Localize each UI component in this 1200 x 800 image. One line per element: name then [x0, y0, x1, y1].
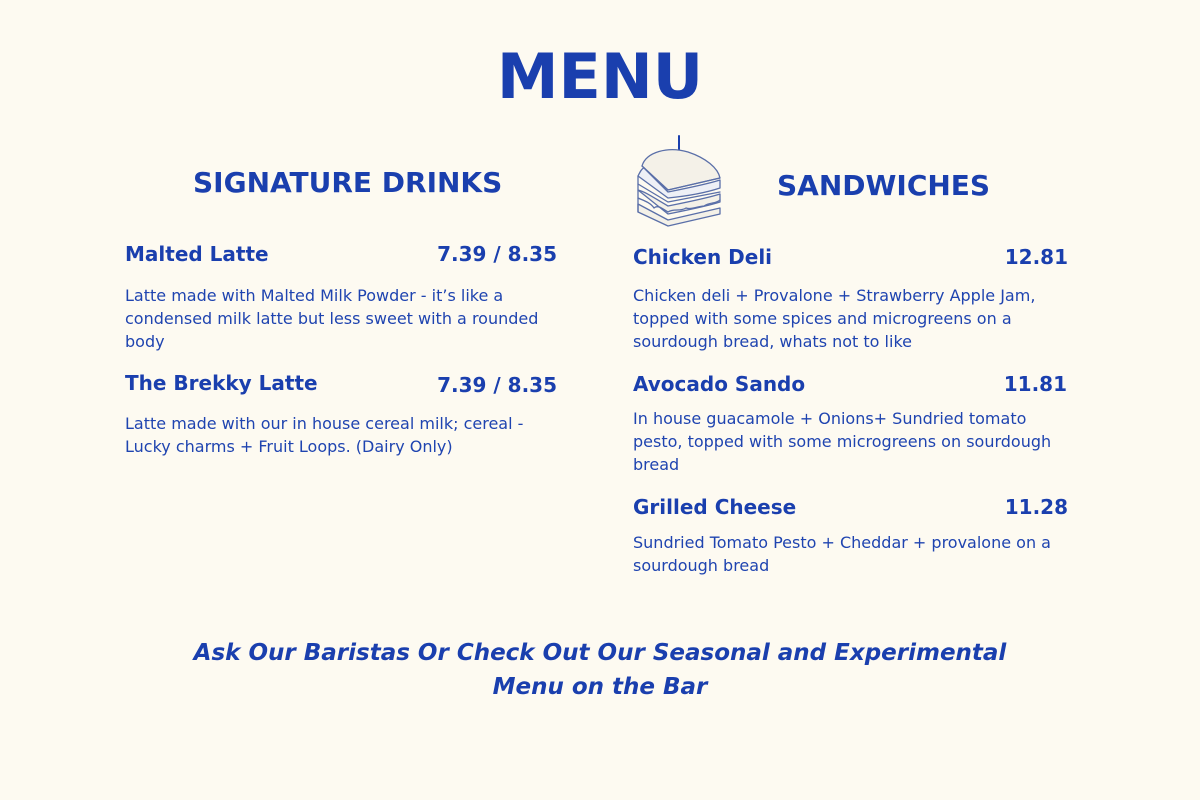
drink-item-description: Latte made with Malted Milk Powder - it’s like a condensed milk latte but less sweet with a rounded body — [125, 286, 539, 351]
sandwich-item-name: Chicken Deli — [633, 245, 773, 269]
menu-title: MENU — [496, 40, 704, 113]
sandwich-item-description: In house guacamole + Onions+ Sundried tomato pesto, topped with some microgreens on sourdough bread — [633, 409, 1052, 474]
signature-drinks-heading: SIGNATURE DRINKS — [193, 166, 503, 199]
sandwich-item-price: 12.81 — [1004, 245, 1068, 269]
footer-line-1: Ask Our Baristas Or Check Out Our Seasonal and Experimental — [193, 640, 1007, 666]
drink-item-price: 7.39 / 8.35 — [437, 373, 557, 397]
sandwich-item-price: 11.28 — [1004, 495, 1068, 519]
sandwich-item-name: Avocado Sando — [633, 372, 806, 396]
footer-note — [0, 636, 1200, 704]
drink-item-price: 7.39 / 8.35 — [437, 242, 557, 266]
sandwich-icon — [628, 132, 724, 232]
drink-item-name: Malted Latte — [125, 242, 269, 266]
drink-item-name: The Brekky Latte — [125, 371, 318, 395]
sandwich-item-description: Sundried Tomato Pesto + Cheddar + provalone on a sourdough bread — [633, 533, 1051, 575]
sandwich-item-price: 11.81 — [1003, 372, 1067, 396]
sandwich-item-name: Grilled Cheese — [633, 495, 797, 519]
footer-line-2: Menu on the Bar — [492, 674, 708, 700]
sandwich-item-description: Chicken deli + Provalone + Strawberry Apple Jam, topped with some spices and microgreens on a sourdough bread, whats not to like — [633, 286, 1036, 351]
sandwiches-heading: SANDWICHES — [777, 169, 991, 202]
drink-item-description: Latte made with our in house cereal milk; cereal - Lucky charms + Fruit Loops. (Dairy Only) — [125, 414, 524, 456]
